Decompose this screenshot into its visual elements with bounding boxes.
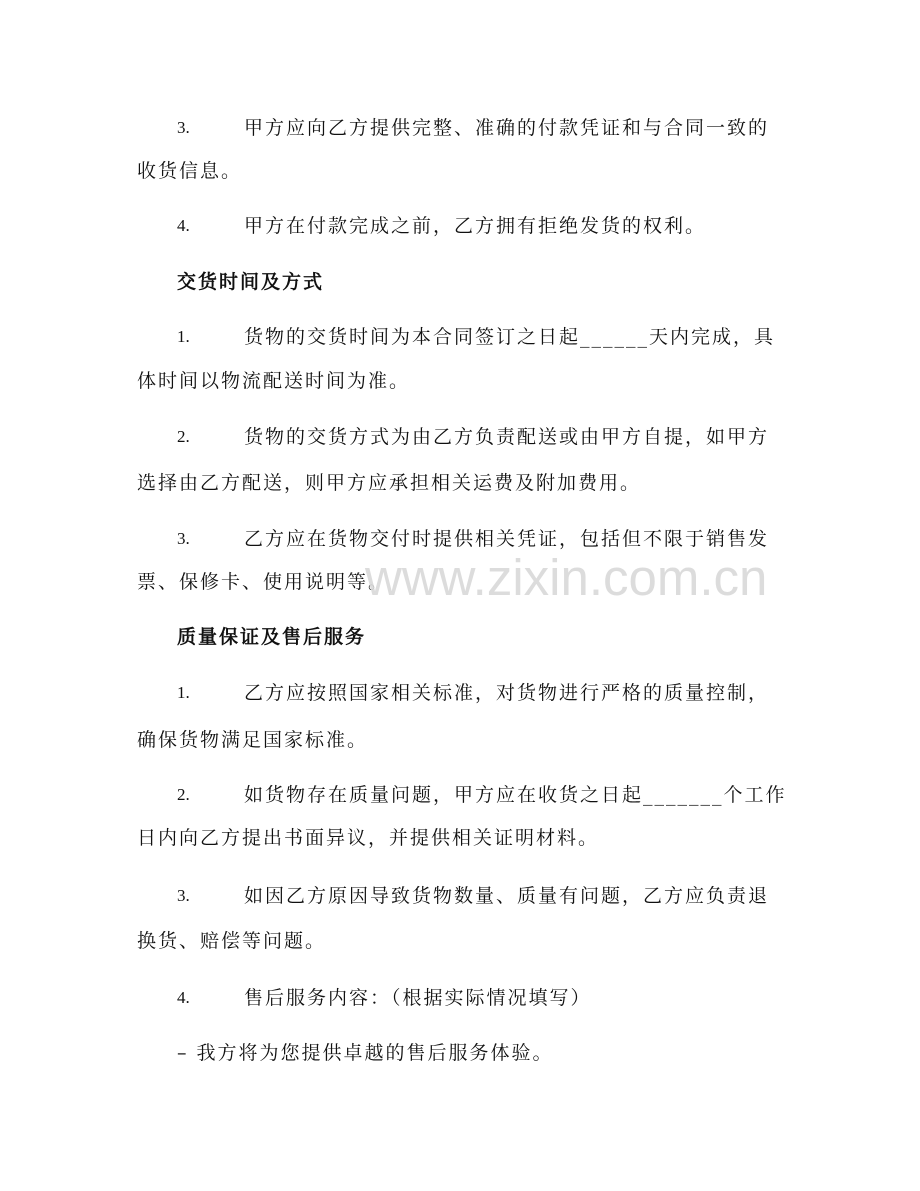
list-number: 4. <box>177 216 190 235</box>
watermark: www.zixin.com.cn <box>365 549 768 606</box>
service-note-text: – 我方将为您提供卓越的售后服务体验。 <box>177 1042 554 1064</box>
paragraph-text: 售后服务内容：（根据实际情况填写） <box>244 987 592 1009</box>
list-number: 4. <box>177 988 190 1007</box>
paragraph-text: 选择由乙方配送，则甲方应承担相关运费及附加费用。 <box>137 472 642 494</box>
paragraph-text: 换货、赔偿等问题。 <box>137 930 327 952</box>
paragraph-text: 体时间以物流配送时间为准。 <box>137 370 411 392</box>
list-number: 2. <box>177 785 190 804</box>
paragraph-text: 甲方在付款完成之前，乙方拥有拒绝发货的权利。 <box>244 215 707 237</box>
list-number: 3. <box>177 118 190 137</box>
section-heading: 质量保证及售后服务 <box>177 626 367 648</box>
paragraph-text: 如因乙方原因导致货物数量、质量有问题，乙方应负责退 <box>244 885 770 907</box>
paragraph-text: 收货信息。 <box>137 160 243 182</box>
list-number: 3. <box>177 529 190 548</box>
paragraph-text: 确保货物满足国家标准。 <box>137 729 369 751</box>
section-heading: 交货时间及方式 <box>177 271 325 293</box>
paragraph-text: 如货物存在质量问题，甲方应在收货之日起_______个工作 <box>244 784 787 806</box>
list-number: 1. <box>177 327 190 346</box>
paragraph-text: 日内向乙方提出书面异议，并提供相关证明材料。 <box>137 827 600 849</box>
paragraph-text: 甲方应向乙方提供完整、准确的付款凭证和与合同一致的 <box>244 117 770 139</box>
paragraph-text: 票、保修卡、使用说明等。 <box>137 571 390 593</box>
paragraph-text: 货物的交货时间为本合同签订之日起______天内完成，具 <box>244 326 776 348</box>
list-number: 1. <box>177 683 190 702</box>
paragraph-text: 乙方应在货物交付时提供相关凭证，包括但不限于销售发 <box>244 528 770 550</box>
list-number: 3. <box>177 886 190 905</box>
paragraph-text: 货物的交货方式为由乙方负责配送或由甲方自提，如甲方 <box>244 426 770 448</box>
paragraph-text: 乙方应按照国家相关标准，对货物进行严格的质量控制， <box>244 682 770 704</box>
list-number: 2. <box>177 427 190 446</box>
